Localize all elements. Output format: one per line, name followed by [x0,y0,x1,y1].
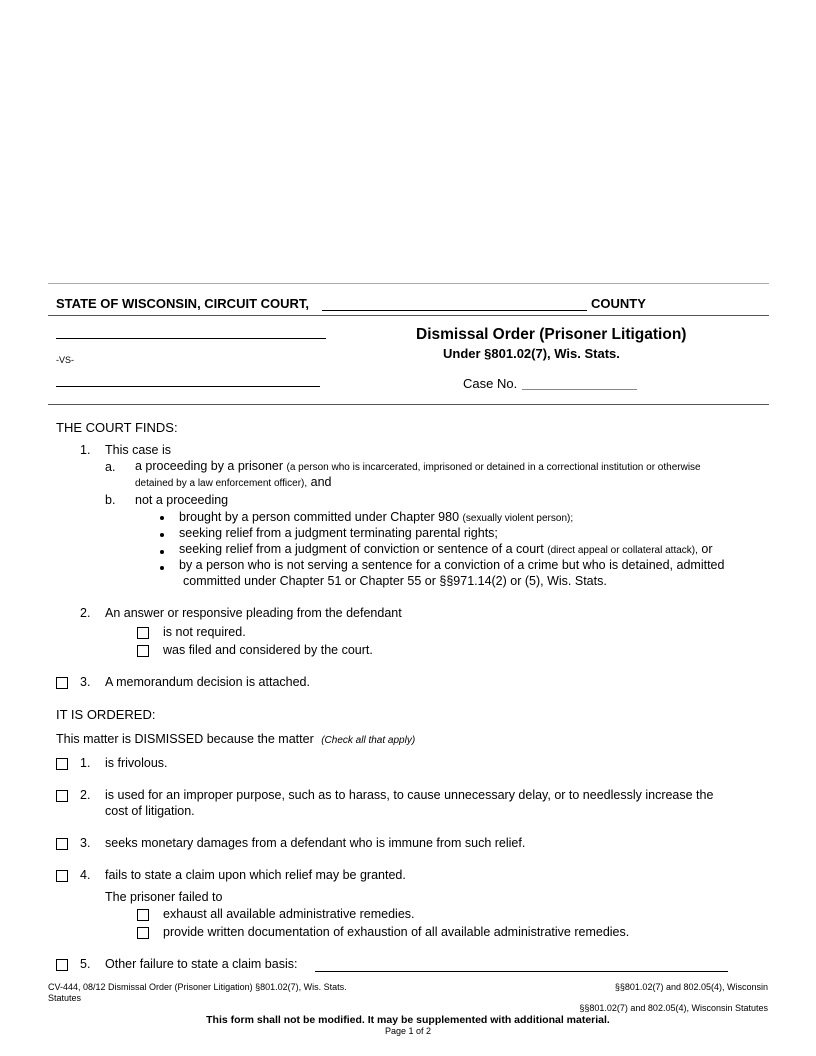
plaintiff-field[interactable] [56,338,326,339]
bullet-1-note: (sexually violent person); [462,513,574,524]
page-number: Page 1 of 2 [384,1026,432,1036]
bullet-3-tail: or [701,542,713,556]
ordered-intro-line [56,732,415,746]
statutes-line-2: §§801.02(7) and 802.05(4), Wisconsin Statutes [579,1003,768,1013]
bullet-3-note: (direct appeal or collateral attack), [547,545,698,556]
prisoner-failed-label: The prisoner failed to [105,890,223,904]
vs-label: -VS- [56,355,74,365]
defendant-field[interactable] [56,386,320,387]
finding-1a-line [135,459,701,473]
finding-1-number: 1. [80,443,91,457]
order-3-number: 3. [80,836,91,850]
finding-1a-note-2: detained by a law enforcement officer), [135,478,308,489]
court-prefix: STATE OF WISCONSIN, CIRCUIT COURT, [56,296,310,311]
form-id-line-1: CV-444, 08/12 Dismissal Order (Prisoner Litigation) §801.02(7), Wis. Stats. [48,982,347,992]
not-required-checkbox[interactable] [137,627,149,639]
filed-considered-label: was filed and considered by the court. [163,643,373,657]
finding-3-text: A memorandum decision is attached. [105,675,310,689]
finding-1b-bullet-2: seeking relief from a judgment terminating parental rights; [179,526,498,540]
finding-1a-and: and [310,475,332,489]
finding-1a-line-2 [135,475,331,489]
finding-1b-bullet-3 [179,542,713,556]
finding-3-number: 3. [80,675,91,689]
improper-purpose-checkbox[interactable] [56,790,68,802]
finding-1a-note: (a person who is incarcerated, imprisoned or detained in a correctional institution or otherwise [286,462,701,473]
caption-rule [48,315,769,316]
finding-1b-bullet-1 [179,510,573,524]
finding-1b-letter: b. [105,493,116,507]
form-id-line-2: Statutes [48,993,82,1003]
memorandum-checkbox[interactable] [56,677,68,689]
finding-1a-letter: a. [105,460,116,474]
finding-2-number: 2. [80,606,91,620]
written-documentation-label: provide written documentation of exhaustion of all available administrative remedies. [163,925,630,939]
order-3-text: seeks monetary damages from a defendant who is immune from such relief. [105,836,526,850]
finding-1b-bullet-4-cont: committed under Chapter 51 or Chapter 55 or §§971.14(2) or (5), Wis. Stats. [183,574,607,588]
other-failure-field[interactable] [315,971,728,972]
order-4-text: fails to state a claim upon which relief may be granted. [105,868,406,882]
order-5-text: Other failure to state a claim basis: [105,957,298,971]
bullet-icon [160,566,164,570]
finding-1a-text: a proceeding by a prisoner [135,459,284,473]
statutes-line-1: §§801.02(7) and 802.05(4), Wisconsin [614,982,768,992]
filed-considered-checkbox[interactable] [137,645,149,657]
top-rule [48,283,769,284]
order-1-text: is frivolous. [105,756,168,770]
fails-to-state-claim-checkbox[interactable] [56,870,68,882]
finding-2-text: An answer or responsive pleading from the defendant [105,606,402,620]
ordered-intro-note: (Check all that apply) [321,735,416,746]
page-title: Dismissal Order (Prisoner Litigation) [416,326,687,343]
order-4-number: 4. [80,868,91,882]
other-failure-checkbox[interactable] [56,959,68,971]
ordered-intro: This matter is DISMISSED because the matter [56,732,314,746]
immune-defendant-checkbox[interactable] [56,838,68,850]
exhaust-remedies-label: exhaust all available administrative remedies. [163,907,415,921]
written-documentation-checkbox[interactable] [137,927,149,939]
finding-1b-bullet-4: by a person who is not serving a sentence for a conviction of a crime but who is detained, admitted [179,558,725,572]
order-5-number: 5. [80,957,91,971]
order-2-number: 2. [80,788,91,802]
bullet-1-text: brought by a person committed under Chapter 980 [179,510,460,524]
findings-heading: THE COURT FINDS: [56,420,178,435]
bullet-icon [160,550,164,554]
bullet-icon [160,516,164,520]
bullet-icon [160,533,164,537]
not-required-label: is not required. [163,625,246,639]
county-label: COUNTY [591,296,646,311]
frivolous-checkbox[interactable] [56,758,68,770]
bullet-3-text: seeking relief from a judgment of conviction or sentence of a court [179,542,544,556]
order-1-number: 1. [80,756,91,770]
notice-text: This form shall not be modified. It may be supplemented with additional material. [206,1014,610,1026]
caption-bottom-rule [48,404,769,405]
order-2-text-cont: cost of litigation. [105,804,195,818]
order-2-text: is used for an improper purpose, such as to harass, to cause unnecessary delay, or to needlessly increase the [105,788,714,802]
case-no-label: Case No. [463,376,518,391]
finding-1b-text: not a proceeding [135,493,229,507]
page-subtitle: Under §801.02(7), Wis. Stats. [443,346,620,361]
ordered-heading: IT IS ORDERED: [56,707,156,722]
finding-1-text: This case is [105,443,171,457]
exhaust-remedies-checkbox[interactable] [137,909,149,921]
county-field[interactable] [322,310,587,311]
case-no-field[interactable] [522,389,637,390]
